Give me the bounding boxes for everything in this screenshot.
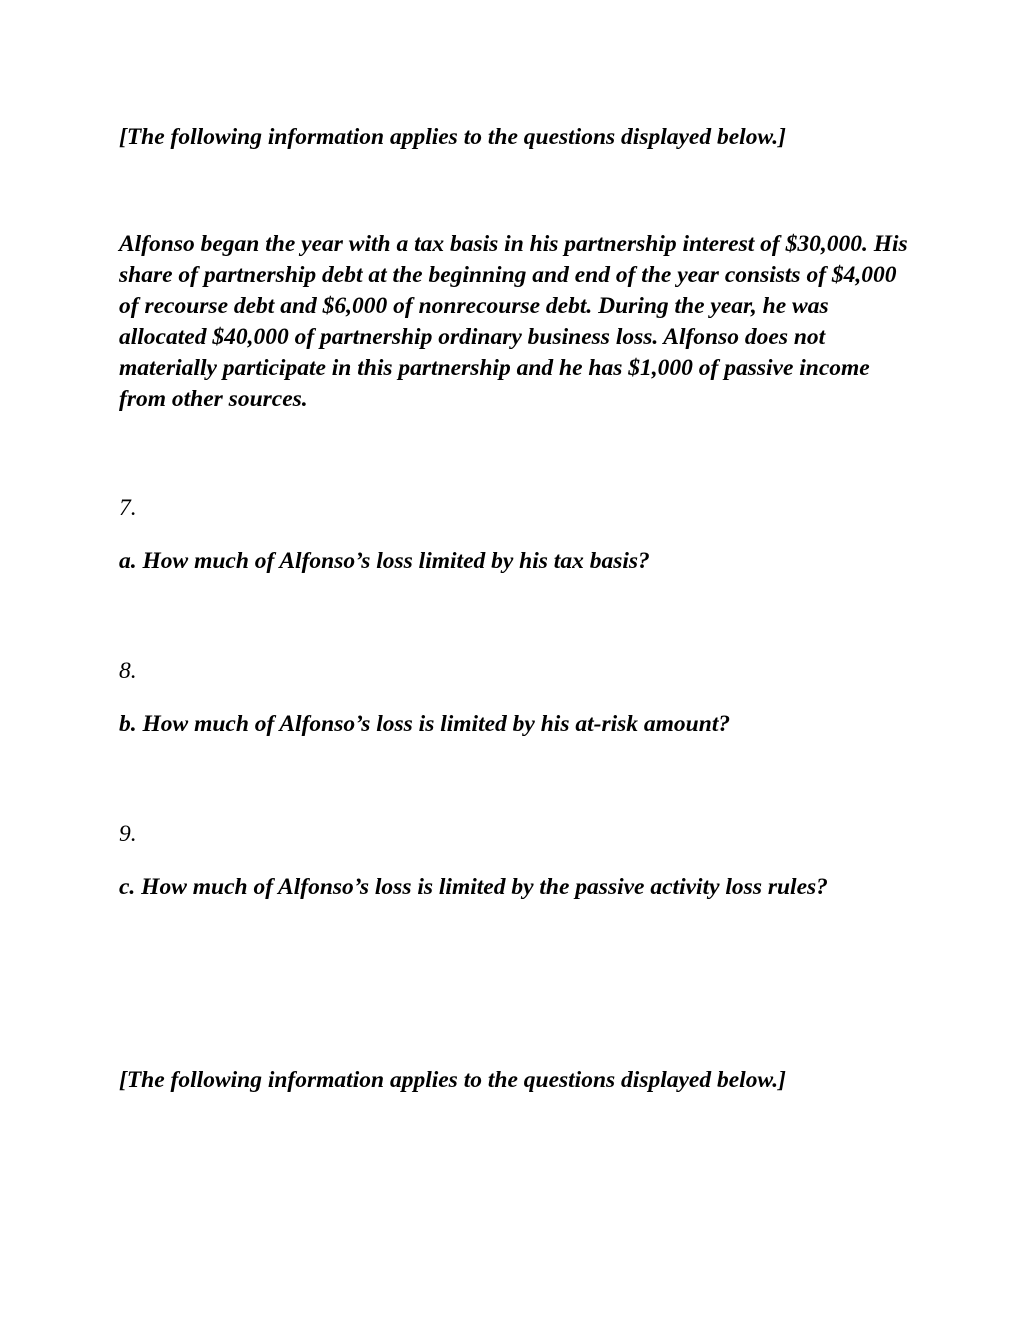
question-number-9: 9. — [119, 821, 137, 847]
question-c: c. How much of Alfonso’s loss is limited by the passive activity loss rules? — [119, 874, 828, 900]
info-note-bottom: [The following information applies to the questions displayed below.] — [119, 1067, 786, 1093]
question-number-8: 8. — [119, 658, 137, 684]
info-note-top: [The following information applies to the questions displayed below.] — [119, 124, 786, 150]
question-number-7: 7. — [119, 495, 137, 521]
intro-paragraph: Alfonso began the year with a tax basis in his partnership interest of $30,000. His share of partnership debt at the beginning and end of the year consists of $4,000 of recourse debt and $6,000 of nonrecourse debt. During the year, he was allocated $40,000 of partnership ordinary business loss. Alfonso does not materially participate in this partnership and he has $1,000 of passive income from other sources. — [119, 231, 908, 412]
question-a: a. How much of Alfonso’s loss limited by his tax basis? — [119, 548, 650, 574]
question-b: b. How much of Alfonso’s loss is limited by his at-risk amount? — [119, 711, 731, 737]
